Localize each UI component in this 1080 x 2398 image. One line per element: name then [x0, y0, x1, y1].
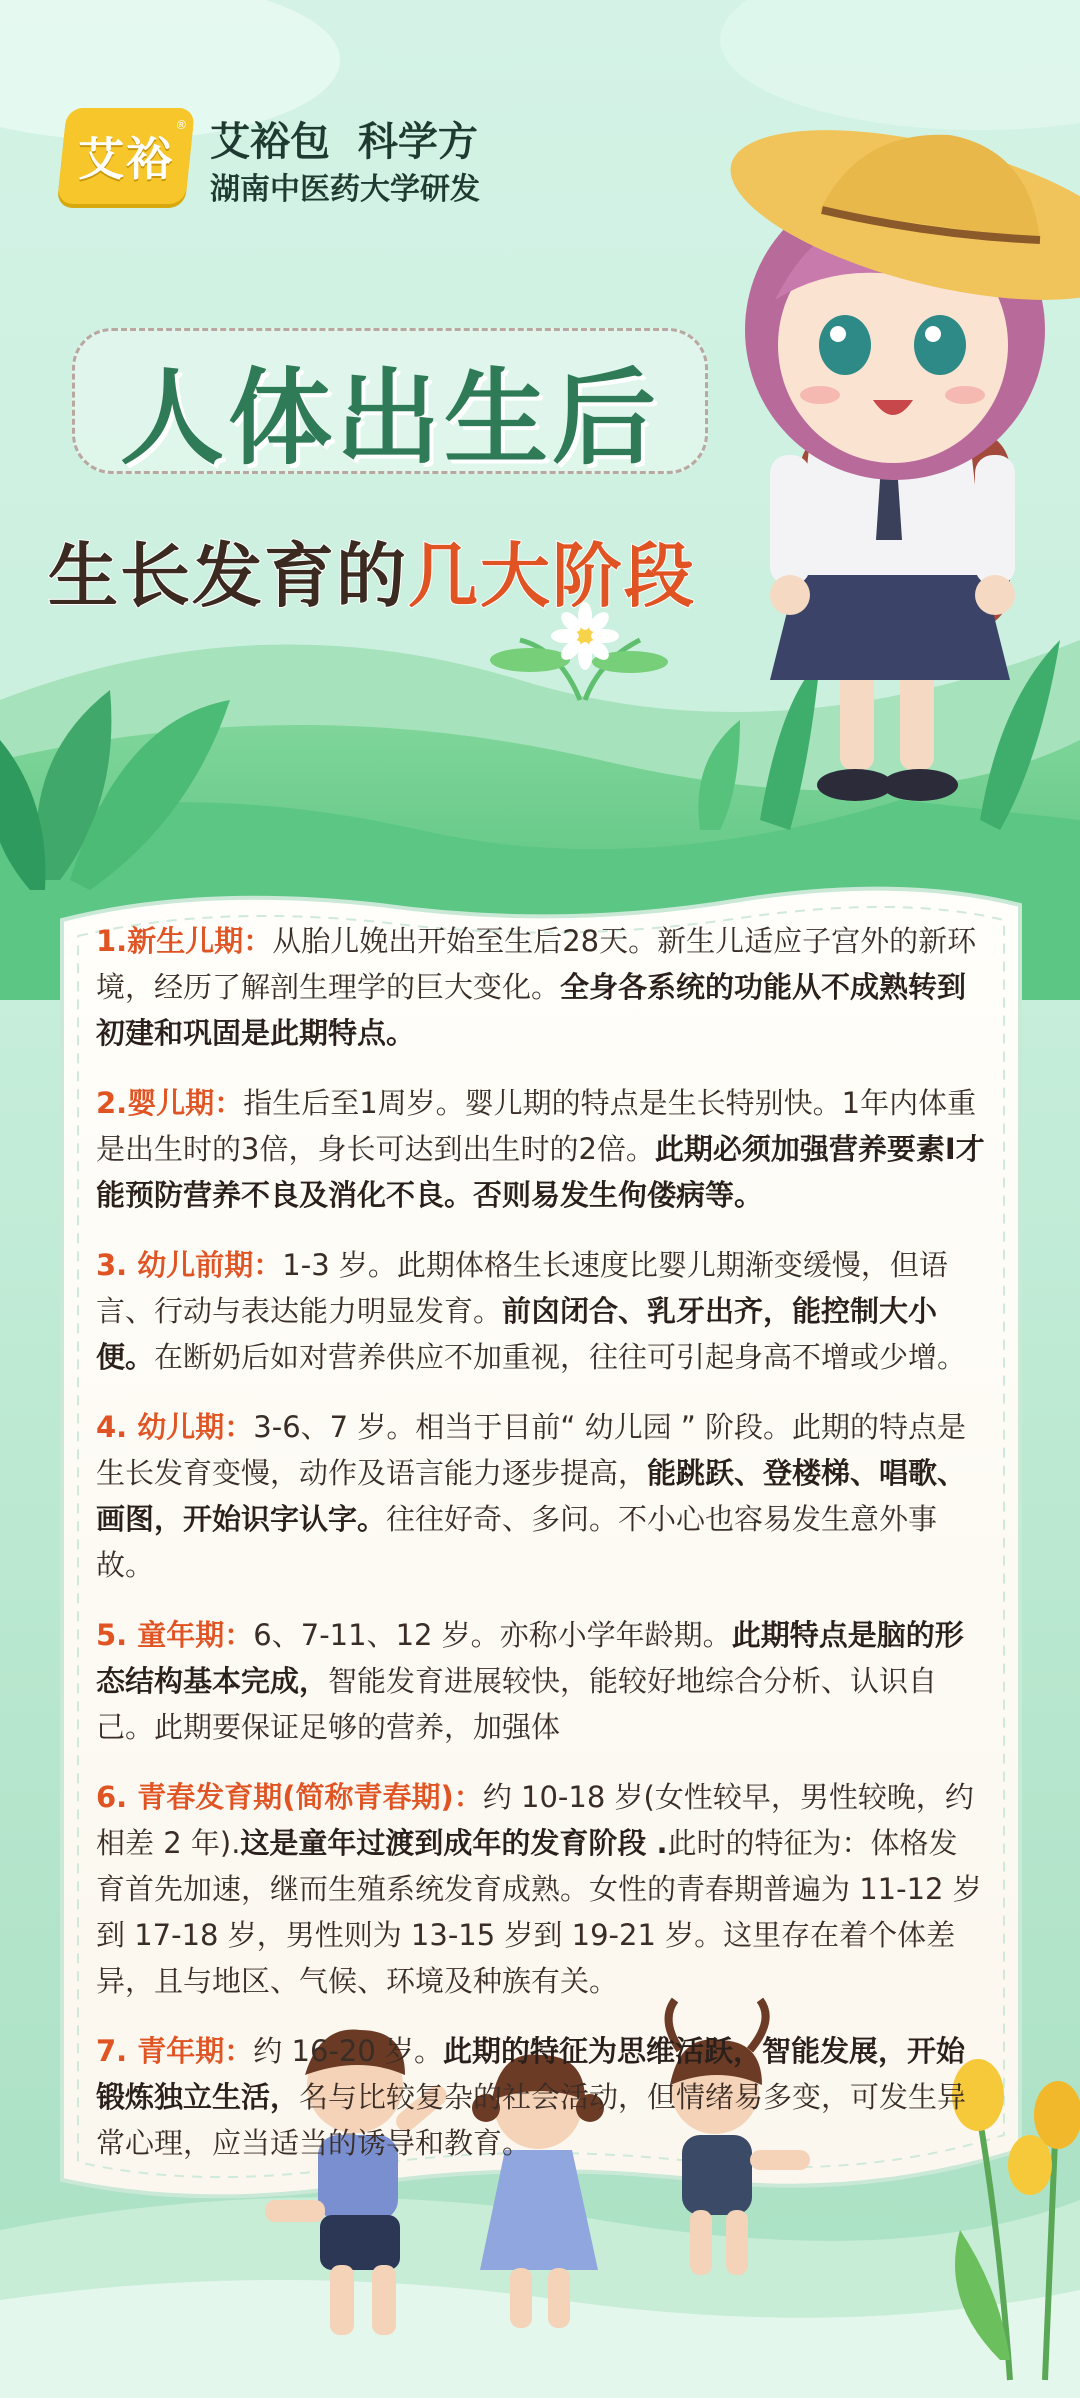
stage-highlight: 全身各系统的功能从不成熟转到初建和巩固是此期特点。: [96, 970, 967, 1050]
registered-mark: ®: [174, 118, 188, 132]
brand-logo: [57, 108, 195, 204]
stage-list: [96, 918, 986, 2190]
stage-tail: 名与比较复杂的社会活动，但情绪易多变，可发生异常心理，应当适当的诱导和教育。: [96, 2080, 967, 2160]
stage-item-1: [96, 918, 986, 1056]
stage-heading: 1.新生儿期：: [96, 924, 273, 958]
stage-highlight: 此期必须加强营养要素I才能预防营养不良及消化不良。否则易发生佝偻病等。: [96, 1132, 985, 1212]
stage-heading: 6. 青春发育期(简称青春期)：: [96, 1780, 483, 1814]
stage-item-7: [96, 2028, 986, 2166]
stage-item-3: [96, 1242, 986, 1380]
stage-highlight: 此期特点是脑的形态结构基本完成，: [96, 1618, 964, 1698]
stage-item-4: [96, 1404, 986, 1588]
stage-text: 约 16-20 岁。: [253, 2034, 444, 2068]
sub-title-prefix: 生长发育的: [48, 535, 408, 617]
stage-item-5: [96, 1612, 986, 1750]
stage-highlight: 前囟闭合、乳牙出齐，能控制大小便。: [96, 1294, 938, 1374]
brand-logo-text: 艾裕: [78, 132, 174, 186]
stage-text: 6、7-11、12 岁。亦称小学年龄期。: [253, 1618, 732, 1652]
stage-tail: 往往好奇、多问。不小心也容易发生意外事故。: [96, 1502, 938, 1582]
stage-highlight: 此期的特征为思维活跃，智能发展，开始锻炼独立生活，: [96, 2034, 966, 2114]
stage-heading: 3. 幼儿前期：: [96, 1248, 283, 1282]
stage-item-6: [96, 1774, 986, 2004]
stage-tail: 智能发育进展较快，能较好地综合分析、认识自己。此期要保证足够的营养，加强体: [96, 1664, 938, 1744]
main-title: 人体出生后: [119, 357, 660, 479]
stage-text: 约 10-18 岁(女性较早，男性较晚，约相差 2 年).: [96, 1780, 974, 1860]
stage-text: 指生后至1周岁。婴儿期的特点是生长特别快。1年内体重是出生时的3倍，身长可达到出生时的2倍。: [96, 1086, 977, 1166]
sub-title-highlight: 几大阶段: [408, 535, 696, 617]
stage-tail: 此时的特征为：体格发育首先加速，继而生殖系统发育成熟。女性的青春期普遍为 11-12 岁到 17-18 岁，男性则为 13-15 岁到 19-21 岁。这里存在着个体差异，且与地区、气候、环境及种族有关。: [96, 1826, 982, 1998]
stage-text: 3-6、7 岁。相当于目前“ 幼儿园 ” 阶段。此期的特点是生长发育变慢，动作及语言能力逐步提高，: [96, 1410, 967, 1490]
stage-text: 从胎儿娩出开始至生后28天。新生儿适应子宫外的新环境，经历了解剖生理学的巨大变化。: [96, 924, 977, 1004]
stage-heading: 7. 青年期：: [96, 2034, 254, 2068]
brand-slogan: 艾裕包 科学方: [210, 119, 478, 165]
stage-highlight: 这是童年过渡到成年的发育阶段 .: [240, 1826, 668, 1860]
stage-text: 1-3 岁。此期体格生长速度比婴儿期渐变缓慢，但语言、行动与表达能力明显发育。: [96, 1248, 948, 1328]
stage-heading: 2.婴儿期：: [96, 1086, 244, 1120]
stage-item-2: [96, 1080, 986, 1218]
stage-highlight: 能跳跃、登楼梯、唱歌、画图，开始识字认字。: [96, 1456, 967, 1536]
stage-tail: 在断奶后如对营养供应不加重视，往往可引起身高不增或少增。: [154, 1340, 967, 1374]
stage-heading: 4. 幼儿期：: [96, 1410, 254, 1444]
sub-title: [48, 520, 696, 621]
stage-heading: 5. 童年期：: [96, 1618, 254, 1652]
brand-institution: 湖南中医药大学研发: [210, 172, 480, 207]
